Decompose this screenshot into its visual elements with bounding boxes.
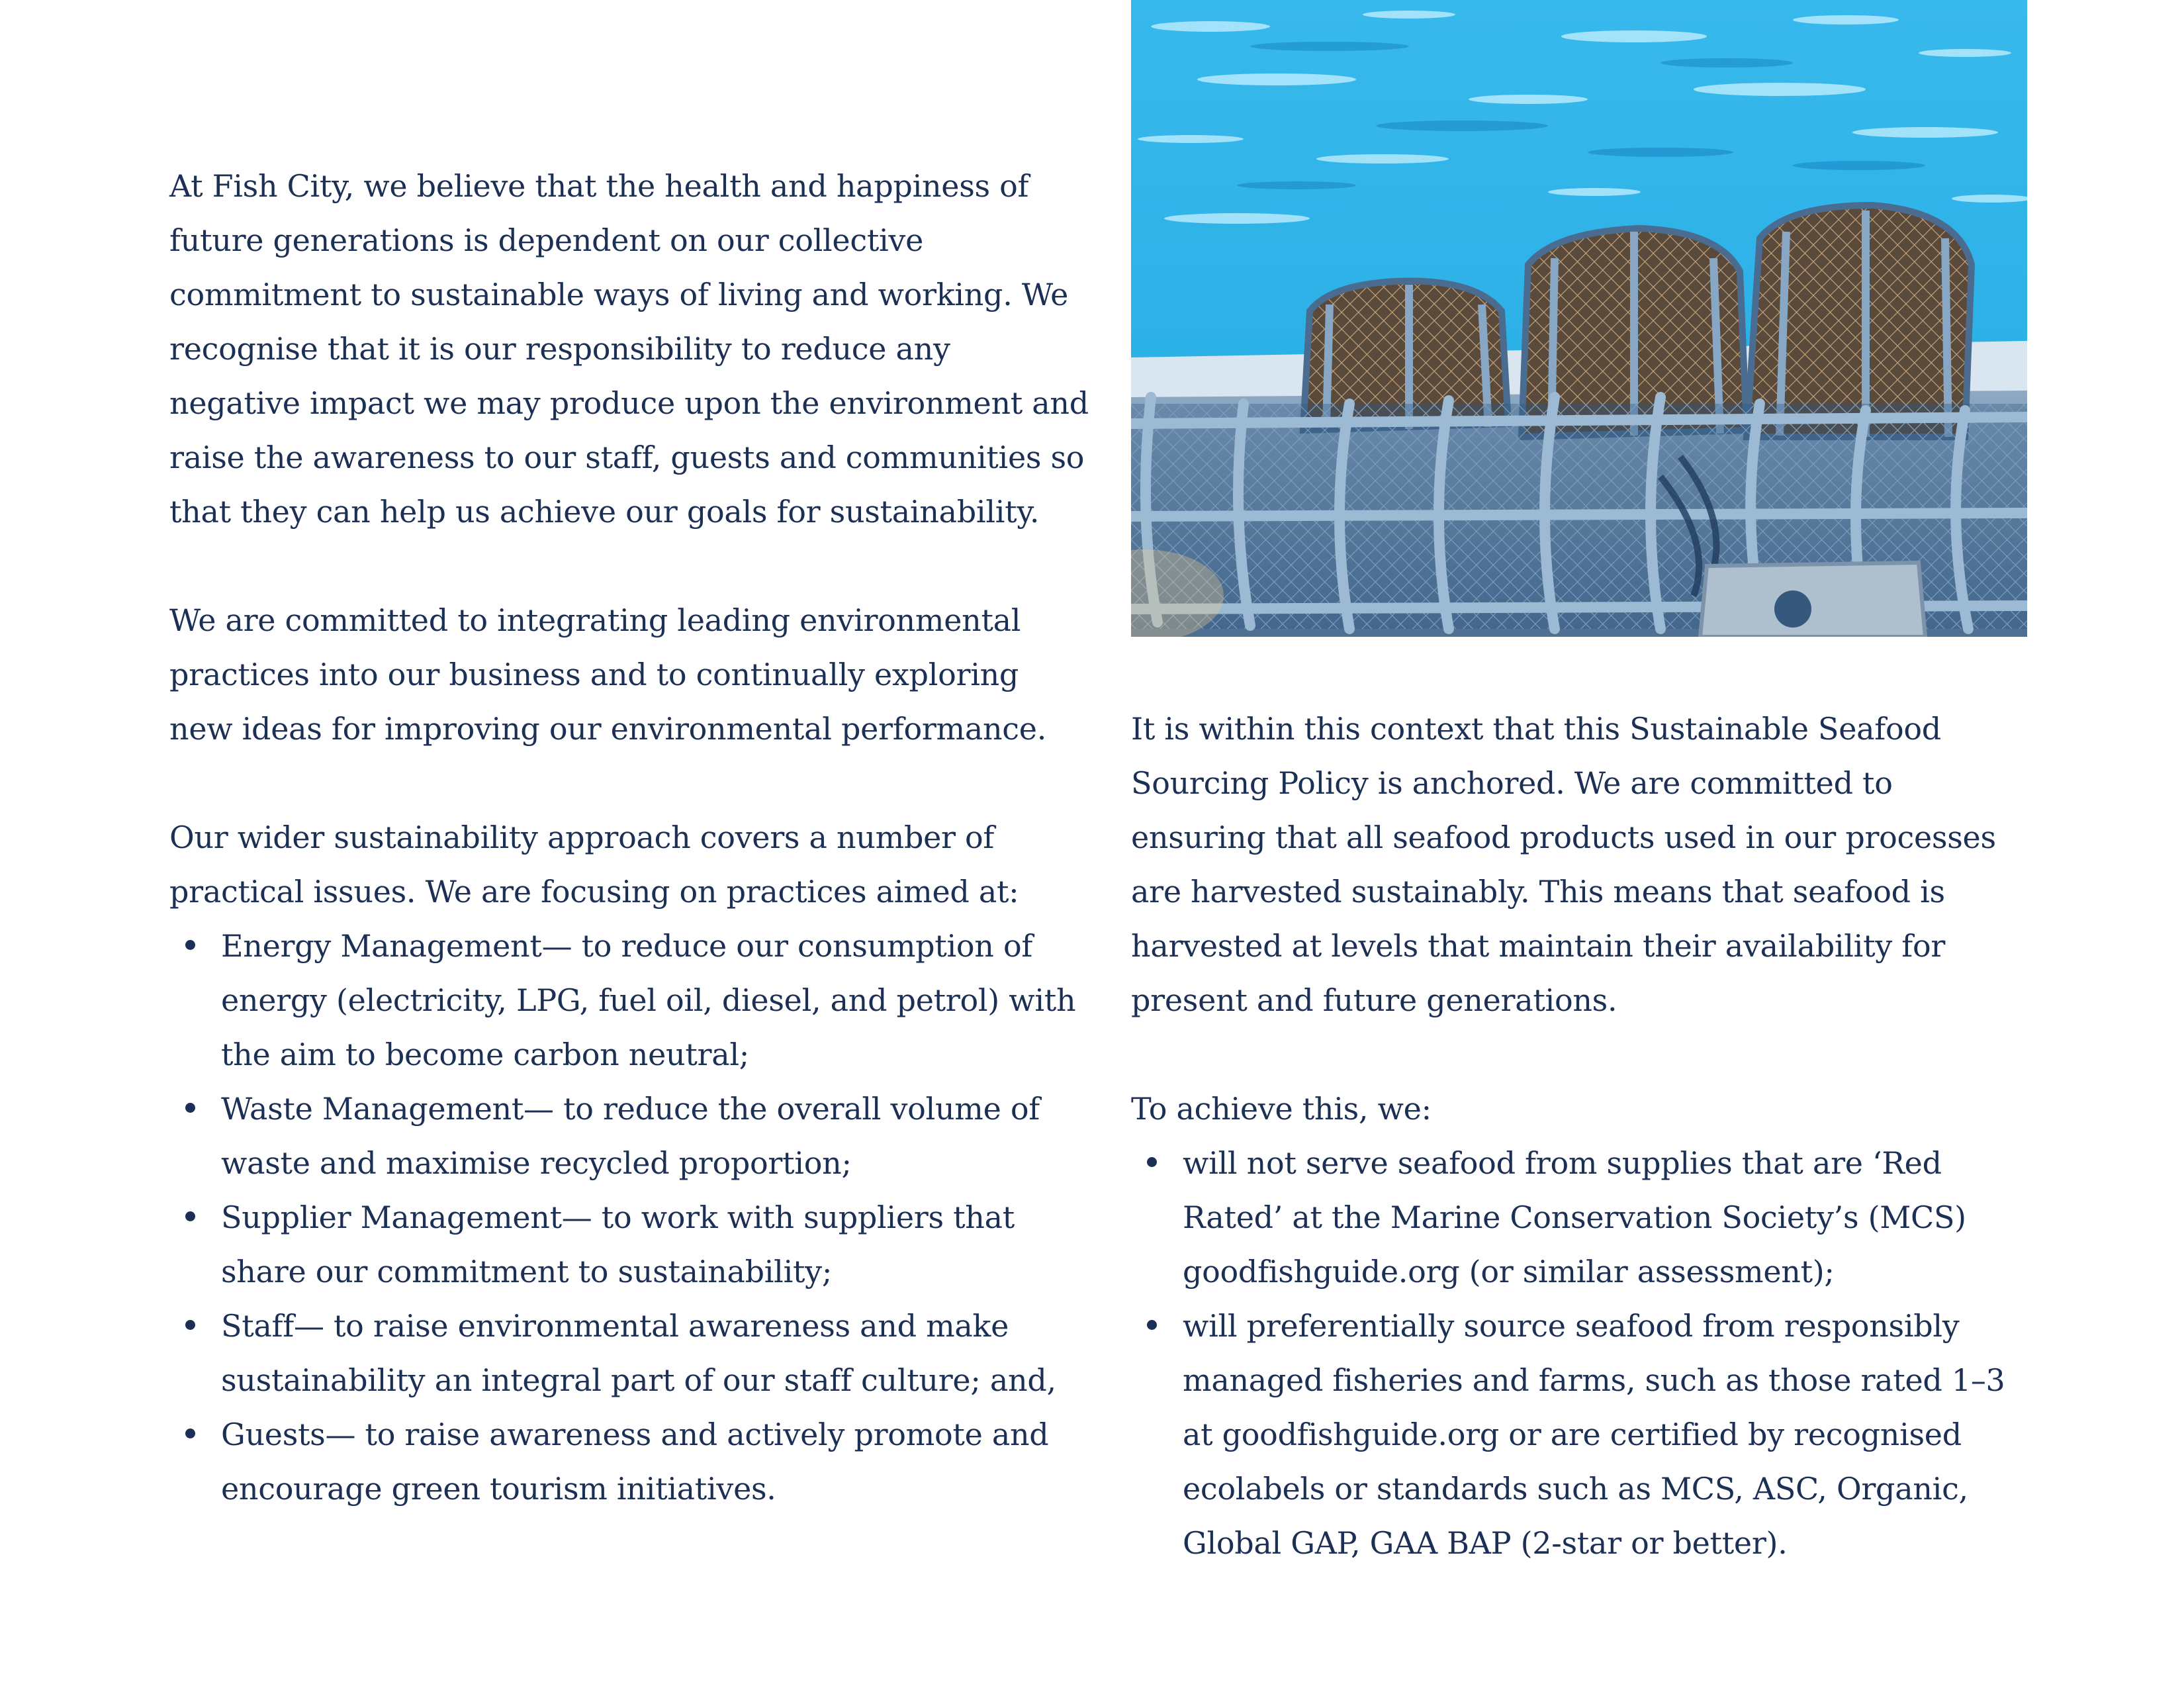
list-item-text: will not serve seafood from supplies that are ‘Red Rated’ at the Marine Conservation Society’s (MCS) goodfishguide.org (or similar assessment); [1183,1145,1966,1289]
list-item-text: Guests— to raise awareness and actively promote and encourage green tourism initiatives. [221,1417,1049,1507]
bullet-icon [185,940,195,950]
achieve-intro: To achieve this, we: [1131,1091,1432,1127]
practices-list [169,919,1089,1516]
sourcing-commitments-list [1131,1136,2031,1570]
list-item-text: Energy Management— to reduce our consumption of energy (electricity, LPG, fuel oil, diesel, and petrol) with the aim to become carbon neutral; [221,928,1076,1072]
policy-context-paragraph: It is within this context that this Sustainable Seafood Sourcing Policy is anchored. We are committed to ensuring that all seafood products used in our processes are harvested sustainably. This means that seafood is harvested at levels that maintain their availability for present and future generations. [1131,711,1996,1018]
bullet-icon [185,1211,195,1221]
list-item [1131,1299,2031,1570]
list-item [169,1299,1089,1407]
list-item [169,1407,1089,1516]
list-item [169,1190,1089,1299]
commitment-paragraph: We are committed to integrating leading environmental practices into our business and to continually exploring new ideas for improving our environmental performance. [169,602,1047,747]
lobster-traps-photo [1131,0,2027,637]
list-item-text: will preferentially source seafood from responsibly managed fisheries and farms, such as those rated 1–3 at goodfishguide.org or are certified by recognised ecolabels or standards such as MCS, ASC, Organic, Global GAP, GAA BAP (2-star or better). [1183,1308,2005,1561]
left-column [169,159,1089,1516]
bullet-icon [185,1429,195,1438]
intro-paragraph: At Fish City, we believe that the health and happiness of future generations is dependent on our collective commitment to sustainable ways of living and working. We recognise that it is our responsibility to reduce any negative impact we may produce upon the environment and raise the awareness to our staff, guests and communities so that they can help us achieve our goals for sustainability. [169,168,1089,530]
list-item-text: Waste Management— to reduce the overall volume of waste and maximise recycled proportion; [221,1091,1040,1181]
list-item [169,1082,1089,1190]
bullet-icon [185,1103,195,1113]
list-item-text: Staff— to raise environmental awareness and make sustainability an integral part of our staff culture; and, [221,1308,1056,1398]
bullet-icon [185,1320,195,1330]
right-column [1131,702,2031,1570]
list-item [169,919,1089,1082]
list-item [1131,1136,2031,1299]
bullet-icon [1147,1320,1157,1330]
approach-paragraph: Our wider sustainability approach covers a number of practical issues. We are focusing on practices aimed at: [169,820,1019,910]
list-item-text: Supplier Management— to work with suppliers that share our commitment to sustainability; [221,1199,1015,1289]
bullet-icon [1147,1157,1157,1167]
